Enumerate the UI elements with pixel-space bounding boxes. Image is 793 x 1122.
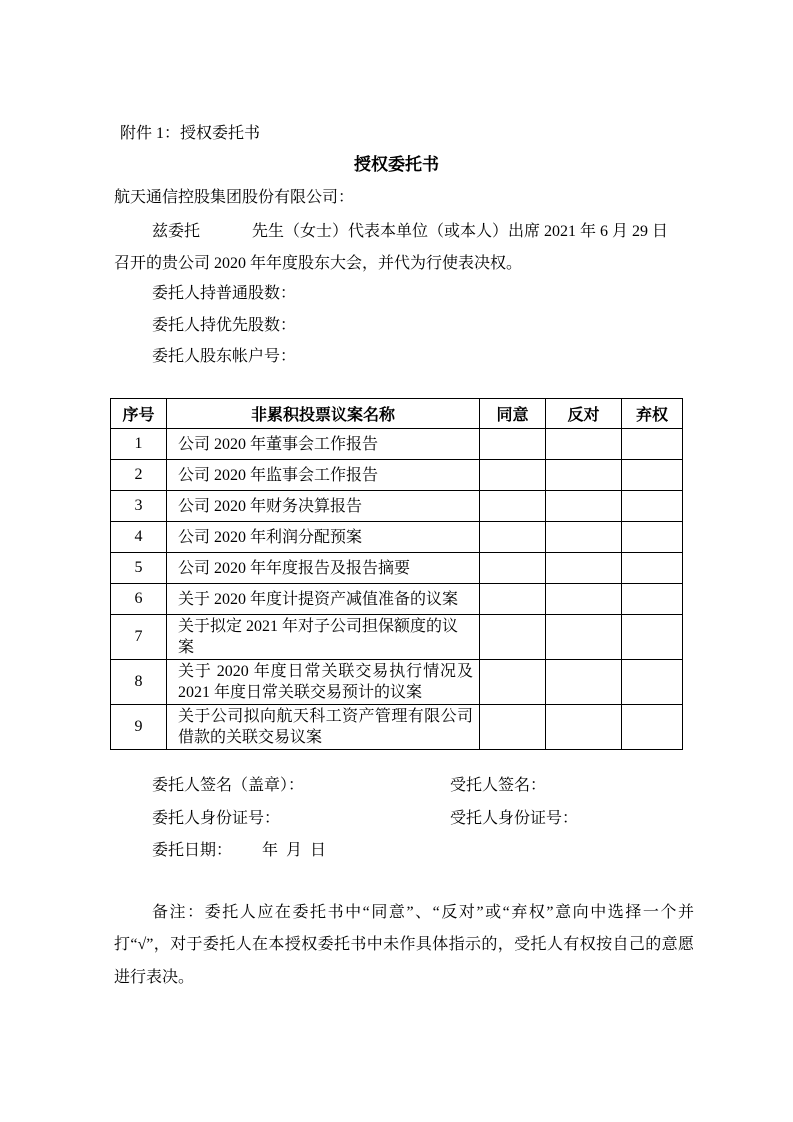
proposal-name: 关于 2020 年度日常关联交易执行情况及 2021 年度日常关联交易预计的议案 [167, 660, 480, 705]
row-serial: 9 [111, 705, 167, 750]
oppose-cell [546, 553, 622, 584]
date-fields: 年 月 日 [262, 842, 327, 859]
agree-cell [480, 460, 546, 491]
delegate-name-blank [200, 235, 252, 236]
vote-table [110, 398, 683, 750]
row-serial: 4 [111, 522, 167, 553]
proposal-name: 关于公司拟向航天科工资产管理有限公司借款的关联交易议案 [167, 705, 480, 750]
oppose-cell [546, 491, 622, 522]
oppose-cell [546, 584, 622, 615]
commission-line-2: 召开的贵公司 2020 年年度股东大会，并代为行使表决权。 [114, 255, 523, 272]
proposal-name: 关于拟定 2021 年对子公司担保额度的议案 [167, 615, 480, 660]
holder-info-block [114, 278, 692, 373]
table-row [111, 491, 683, 522]
oppose-cell [546, 429, 622, 460]
abstain-cell [622, 429, 683, 460]
row-serial: 2 [111, 460, 167, 491]
company-salutation: 航天通信控股集团股份有限公司： [114, 189, 355, 206]
agree-cell [480, 553, 546, 584]
oppose-cell [546, 522, 622, 553]
date-label: 委托日期： [152, 842, 233, 859]
shareholder-account-label: 委托人股东帐户号： [152, 348, 297, 365]
document-title: 授权委托书 [354, 155, 439, 174]
agree-cell [480, 584, 546, 615]
first-line-indent [114, 235, 152, 236]
table-row [111, 705, 683, 750]
abstain-cell [622, 522, 683, 553]
proposal-name: 公司 2020 年年度报告及报告摘要 [167, 553, 480, 584]
signature-row-1 [114, 770, 692, 803]
proposal-name: 关于 2020 年度计提资产减值准备的议案 [167, 584, 480, 615]
table-row [111, 553, 683, 584]
oppose-cell [546, 460, 622, 491]
agree-cell [480, 660, 546, 705]
abstain-cell [622, 615, 683, 660]
ordinary-shares-label: 委托人持普通股数： [152, 285, 297, 302]
proposal-name: 公司 2020 年监事会工作报告 [167, 460, 480, 491]
signature-section [114, 770, 692, 868]
commission-prefix: 兹委托 [152, 223, 201, 240]
row-serial: 5 [111, 553, 167, 584]
trustee-signature-label: 受托人签名： [450, 777, 547, 794]
signature-row-3 [114, 835, 692, 868]
agree-cell [480, 491, 546, 522]
header-agree: 同意 [480, 399, 546, 429]
proposal-name: 公司 2020 年利润分配预案 [167, 522, 480, 553]
attachment-label: 附件 1：授权委托书 [120, 125, 261, 142]
commission-line-1 [114, 220, 692, 244]
abstain-cell [622, 491, 683, 522]
commission-line1-rest: 先生（女士）代表本单位（或本人）出席 2021 年 6 月 29 日 [252, 223, 669, 240]
signature-row-2 [114, 803, 692, 836]
abstain-cell [622, 460, 683, 491]
remarks-note: 备注：委托人应在委托书中“同意”、“反对”或“弃权”意向中选择一个并打“√”，对于委托人在本授权委托书中未作具体指示的，受托人有权按自己的意愿进行表决。 [114, 904, 694, 986]
table-row [111, 584, 683, 615]
table-header-row [111, 399, 683, 429]
principal-signature-label: 委托人签名（盖章）： [152, 777, 305, 794]
table-row [111, 460, 683, 491]
table-row [111, 660, 683, 705]
agree-cell [480, 429, 546, 460]
row-serial: 6 [111, 584, 167, 615]
agree-cell [480, 705, 546, 750]
header-serial: 序号 [111, 399, 167, 429]
row-serial: 8 [111, 660, 167, 705]
oppose-cell [546, 705, 622, 750]
date-line [114, 835, 450, 868]
date-blank [232, 854, 262, 855]
header-proposal-name: 非累积投票议案名称 [167, 399, 480, 429]
header-abstain: 弃权 [622, 399, 683, 429]
proposal-name: 公司 2020 年董事会工作报告 [167, 429, 480, 460]
row-serial: 1 [111, 429, 167, 460]
proposal-name: 公司 2020 年财务决算报告 [167, 491, 480, 522]
abstain-cell [622, 660, 683, 705]
agree-cell [480, 522, 546, 553]
abstain-cell [622, 553, 683, 584]
oppose-cell [546, 615, 622, 660]
trustee-id-label: 受托人身份证号： [450, 809, 579, 827]
abstain-cell [622, 584, 683, 615]
header-oppose: 反对 [546, 399, 622, 429]
table-row [111, 615, 683, 660]
table-row [111, 522, 683, 553]
principal-id-label: 委托人身份证号： [152, 809, 281, 827]
abstain-cell [622, 705, 683, 750]
agree-cell [480, 615, 546, 660]
oppose-cell [546, 660, 622, 705]
row-serial: 7 [111, 615, 167, 660]
table-row [111, 429, 683, 460]
preferred-shares-label: 委托人持优先股数： [152, 316, 297, 334]
row-serial: 3 [111, 491, 167, 522]
